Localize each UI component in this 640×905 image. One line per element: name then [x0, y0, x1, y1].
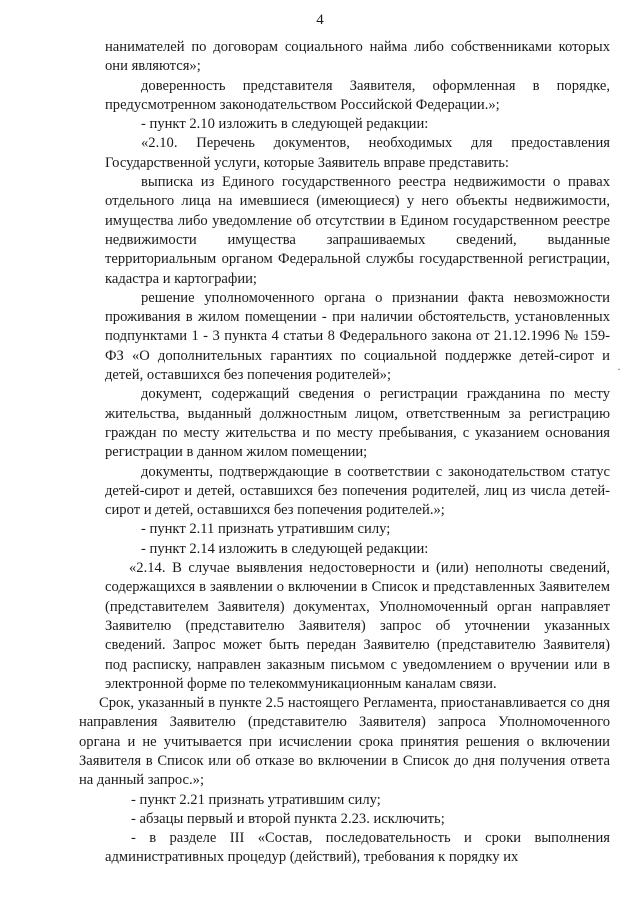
paragraph: документы, подтверждающие в соответствии с законодательством статус детей-сирот и детей, оставшихся без попечения родителей, лиц из числа детей-сирот и детей, оставшихся без попечения родителей.»; — [105, 463, 610, 519]
list-item: - абзацы первый и второй пункта 2.23. исключить; — [131, 810, 445, 827]
list-item: - пункт 2.14 изложить в следующей редакции: — [141, 540, 429, 557]
paragraph: доверенность представителя Заявителя, оформленная в порядке, предусмотренном законодательством Российской Федерации.»; — [105, 77, 610, 113]
paragraph: решение уполномоченного органа о признании факта невозможности проживания в жилом помещении - при наличии обстоятельств, установленных подпунктами 1 - 3 пункта 4 статьи 8 Федерального закона от 21.12.1996 № 159-ФЗ «О дополнительных гарантиях по социальной поддержке детей-сирот и детей, оставшихся без попечения родителей»; — [105, 289, 610, 384]
paragraph: Срок, указанный в пункте 2.5 настоящего Регламента, приостанавливается со дня направления Заявителю (представителю Заявителя) запроса Уполномоченного органа и не учитывается при исчислении срока принятия решения о включении Заявителя в Список или об отказе во включении в Список до дня получения ответа на данный запрос.»; — [79, 695, 610, 789]
paragraph: «2.10. Перечень документов, необходимых для предоставления Государственной услуги, которые Заявитель вправе представить: — [105, 135, 610, 171]
document-body — [79, 38, 610, 868]
paragraph: выписка из Единого государственного реестра недвижимости о правах отдельного лица на имевшиеся (имеющиеся) у него объекты недвижимости, имущества либо уведомление об отсутствии в Едином государственном реестре недвижимости имущества запрашиваемых сведений, выданные территориальным органом Федеральной службы государственной регистрации, кадастра и картографии; — [105, 174, 610, 287]
list-item: - пункт 2.10 изложить в следующей редакции: — [141, 116, 429, 133]
scan-speck: · — [617, 362, 621, 376]
paragraph: «2.14. В случае выявления недостоверности и (или) неполноты сведений, содержащихся в заявлении о включении в Список и представленных Заявителем (представителем Заявителя) документах, Уполномоченный орган направляет Заявителю (представителю Заявителя) запрос об уточнении указанных сведений. Запрос может быть передан Заявителю (представителю Заявителя) под расписку, направлен заказным письмом с уведомлением о вручении или в электронной форме по телекоммуникационным каналам связи. — [105, 560, 610, 692]
list-item: - в разделе III «Состав, последовательность и сроки выполнения административных процедур (действий), требования к порядку их — [105, 830, 610, 866]
paragraph: нанимателей по договорам социального найма либо собственниками которых они являются»; — [105, 39, 610, 75]
list-item: - пункт 2.21 признать утратившим силу; — [131, 791, 381, 808]
list-item: - пункт 2.11 признать утратившим силу; — [141, 521, 391, 538]
page-number: 4 — [316, 12, 324, 28]
paragraph: документ, содержащий сведения о регистрации гражданина по месту жительства, выданный должностным лицом, ответственным за регистрацию граждан по месту жительства и по месту пребывания, с указанием основания регистрации в данном жилом помещении; — [105, 386, 610, 461]
